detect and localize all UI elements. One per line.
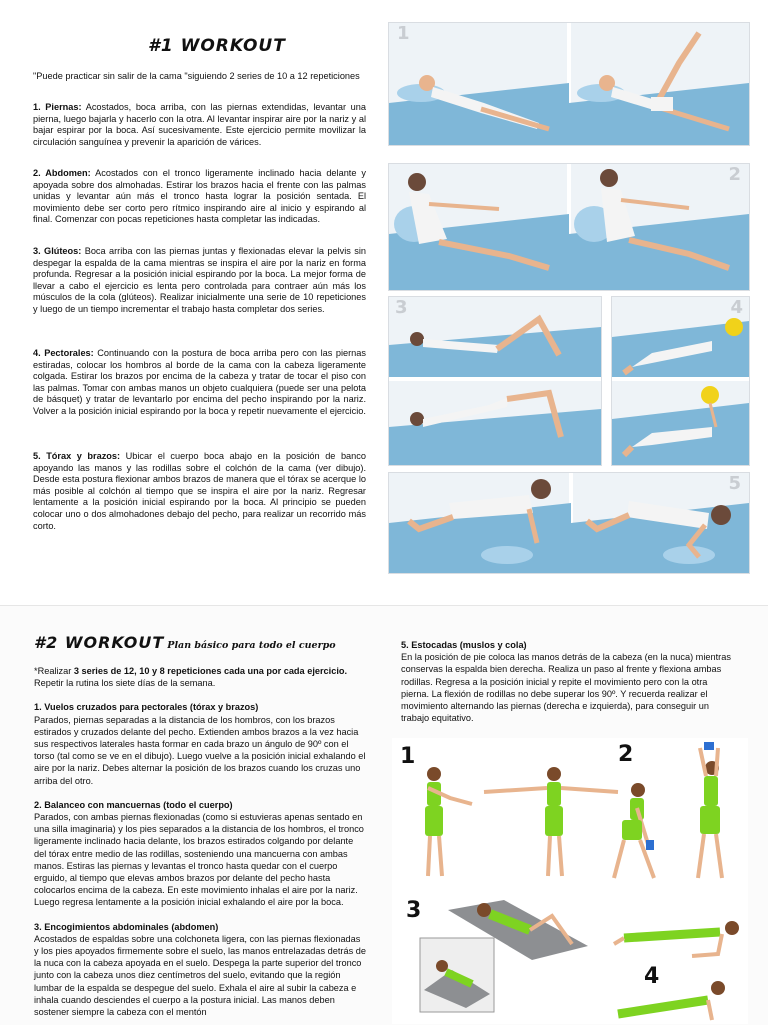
intro-suffix: Repetir la rutina los siete días de la semana. xyxy=(34,678,216,689)
exercise-label: 1. Piernas: xyxy=(33,102,82,112)
workout2-right-column xyxy=(401,639,737,724)
figure-glutes xyxy=(388,296,602,466)
exercise-label: 2. Abdomen: xyxy=(33,168,91,178)
workout2-subtitle: Plan básico para todo el cuerpo xyxy=(167,640,336,651)
figure-legs xyxy=(388,22,750,146)
figure-chest-arms xyxy=(388,472,750,574)
exercise-label: 5. Tórax y brazos: xyxy=(33,451,121,461)
exercise-text: Boca arriba con las piernas juntas y flexionadas elevar la pelvis sin despegar la espalda de la cama mientras se inspira el aire por la nariz en forma profunda. Regresar a la posición inicial espirando por la boca. La mejor forma de llevar a cabo el ejercicio es lenta pero controlada para contraer aún más los músculos de la cola (glúteos). Realizar inicialmente una serie de 10 repeticiones y luego de un tiempo incrementar el trabajo hasta completar dos series. xyxy=(33,246,366,314)
intro-bold: 3 series de 12, 10 y 8 repeticiones cada una por cada ejercicio. xyxy=(73,666,348,676)
exercise-text: Ubicar el cuerpo boca abajo en la posición de banco apoyando las manos y las rodillas sobre el colchón de la cama (ver dibujo). Desde esta postura flexionar ambos brazos de manera que el tórax se acerque lo más posible al colchón al tiempo que se inspira el aire por la nariz. Regresar lentamente a la posición inicial espirando por la boca. Al principio se pueden colocar uno o dos almohadones debajo del pecho, para realizar un recorrido más corto. xyxy=(33,451,366,531)
chest-arms-illustration xyxy=(389,473,749,573)
exercise-text: Continuando con la postura de boca arriba pero con las piernas estiradas, colocar los hombros al borde de la cama con la cabeza ligeramente colgada. Estirar los brazos por encima de la cabeza y tratar de tocar el piso con las palmas. Tomar con ambas manos un objeto cualquiera (puede ser una pelota de básquet) y tratar de levantarlo por encima del pecho inspirando por la nariz. Volver a la posición inicial espirando por la boca y repetir nuevamente el ejercicio. xyxy=(33,348,366,416)
workout2-figures xyxy=(392,738,748,1024)
workout2-illustration xyxy=(392,738,748,1024)
pectorals-illustration xyxy=(612,297,749,465)
exercise-abdomen xyxy=(33,168,366,226)
figure-chest-fly xyxy=(425,767,618,876)
exercise-text: En la posición de pie coloca las manos detrás de la cabeza (en la nuca) mientras conservas la espalda bien derecha. Realiza un paso al frente y flexiona ambas rodillas. Regresa a la posición inicial y repite el movimiento pero con la otra pierna. La flexión de rodillas no debe superar los 90º. Y recuerda realizar el movimiento alternando las piernas (derecha e izquierda), para conseguir un trabajo equitativo. xyxy=(401,652,731,724)
workout2-intro xyxy=(34,665,366,689)
figure-number: 3 xyxy=(395,297,408,318)
exercise-label: 3. Glúteos: xyxy=(33,246,82,256)
exercise-text: Acostados, boca arriba, con las piernas extendidas, levantar una pierna, luego bajarla y hacerlo con la otra. Al levantar inspirar aire por la nariz y al bajar espirar por la boca. Así sucesivamente. Este ejercicio permite movilizar la circulación sanguínea y prevenir la aparición de várices. xyxy=(33,102,366,147)
figure-pectorals xyxy=(611,296,750,466)
exercise-chest-arms xyxy=(33,451,366,532)
intro-prefix: *Realizar xyxy=(34,666,74,676)
exercise-heading: 3. Encogimientos abdominales (abdomen) xyxy=(34,921,219,932)
figure-number: 4 xyxy=(730,297,743,318)
abdomen-illustration xyxy=(389,164,749,290)
workout2-title-text: #2 WORKOUT xyxy=(34,633,165,652)
figure-push-up xyxy=(614,921,739,1020)
exercise-text: Acostados de espaldas sobre una colchoneta ligera, con las piernas flexionadas y los pies apoyados firmemente sobre el suelo, las manos entrelazadas detrás de la nuca con la cabeza apoyada en el suelo. Despega la parte superior del tronco junto con la cabeza unos diez centímetros del suelo, evitando que la región lumbar de la espalda se despegue del suelo. Exhala el aire al subir la cabeza e inhala cuando desciendes el cuerpo a la postura inicial. Las manos deben sostener siempre la cabeza con el mentón xyxy=(34,933,366,1018)
figure-number: 4 xyxy=(644,964,660,989)
exercise-heading: 2. Balanceo con mancuernas (todo el cuerpo) xyxy=(34,799,233,810)
figure-number: 1 xyxy=(397,23,410,44)
workout1-title: #1 WORKOUT xyxy=(148,36,286,56)
exercise-label: 4. Pectorales: xyxy=(33,348,94,358)
figure-number: 3 xyxy=(406,898,422,923)
figure-number: 2 xyxy=(728,164,741,185)
exercise-pectorals xyxy=(33,348,366,418)
figure-abdomen xyxy=(388,163,750,291)
exercise-text: Parados, piernas separadas a la distancia de los hombros, con los brazos estirados y cruzados delante del pecho. Extienden ambos brazos a la vez hacia sus respectivos laterales hasta formar en cada brazo un ángulo de 90º con el torso (tal como se ve en el dibujo). Luego vuelve a la posición inicial exhalando el aire por la nariz. Debes alternar la posición de los brazos cuando los cruzas uno arriba del otro. xyxy=(34,714,366,786)
legs-illustration xyxy=(389,23,749,145)
exercise-heading: 1. Vuelos cruzados para pectorales (tórax y brazos) xyxy=(34,702,259,713)
workout1-intro: "Puede practicar sin salir de la cama "siguiendo 2 series de 10 a 12 repeticiones xyxy=(33,71,360,81)
glutes-illustration xyxy=(389,297,601,465)
exercise-text: Acostados con el tronco ligeramente inclinado hacia delante y apoyada sobre dos almohadas. Estirar los brazos hacia el frente con las palmas unidas y levantar aún más el tronco hasta lograr la posición sentada. El movimiento debe ser corto pero rítmico inspirando aire al inicio y espirando al final. Comenzar con pocas repeticiones hasta completar las indicadas. xyxy=(33,168,366,225)
workout2-left-column xyxy=(34,665,366,1018)
workout2-title xyxy=(34,633,336,652)
exercise-text: Parados, con ambas piernas flexionadas (como si estuvieras apenas sentado en una silla imaginaria) y los pies separados a la distancia de los hombros, el tronco ligeramente inclinado hacia delante, los brazos estirados colgando por delante del tórax entre medio de las rodillas, sosteniendo una mancuerna con ambas manos. Estiras las piernas y levantas el tronco hasta quedar con el cuerpo erguido, al tiempo que elevas ambos brazos por delante del pecho hasta colocarlos encima de la cabeza. En este movimiento inhalas el aire por la nariz. Luego regresa lentamente a la posición inicial exhalando el aire por la boca. xyxy=(34,812,364,908)
figure-number: 2 xyxy=(618,742,634,767)
exercise-heading: 5. Estocadas (muslos y cola) xyxy=(401,640,527,650)
figure-number: 5 xyxy=(728,473,741,494)
exercise-legs xyxy=(33,102,366,148)
exercise-glutes xyxy=(33,246,366,316)
figure-number: 1 xyxy=(400,744,416,769)
figure-crunches xyxy=(420,900,588,1012)
